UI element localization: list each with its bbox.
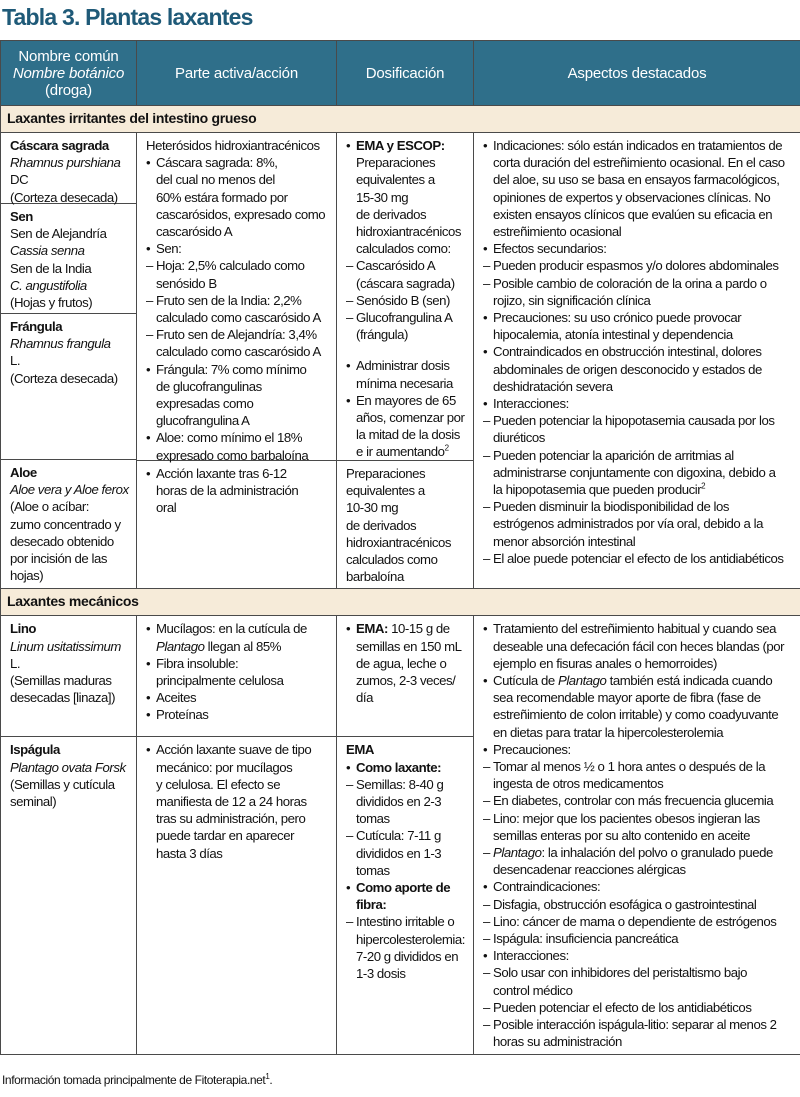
list-item: semillas enteras por su alto contenido en aceite bbox=[493, 827, 750, 843]
plant-detail: por incisión de las bbox=[10, 551, 108, 567]
list-item: senósido B bbox=[156, 275, 217, 291]
list-item: hipocalemia, atonía intestinal y dependencia bbox=[493, 327, 733, 343]
header-dosificacion: Dosificación bbox=[337, 41, 474, 106]
list-item: • Frángula: 7% como mínimo bbox=[146, 361, 330, 378]
s2-plants-cell bbox=[1, 616, 137, 1054]
section-title-mecanicos: Laxantes mecánicos bbox=[1, 589, 800, 616]
footer-ref: 1 bbox=[265, 1072, 270, 1081]
list-item: puede tardar en aparecer bbox=[156, 828, 295, 844]
s1-aspectos-cell bbox=[474, 133, 800, 589]
header-nombre-line1: Nombre común bbox=[18, 47, 119, 65]
list-item: – Pueden producir espasmos y/o dolores abdominales bbox=[483, 257, 794, 274]
list-item: • Contraindicados en obstrucción intestinal, dolores bbox=[483, 343, 794, 360]
list-item: 60% estára formado por bbox=[156, 189, 288, 205]
plant-detail: C. angustifolia bbox=[10, 277, 87, 293]
list-item: cascarósidos, expresado como bbox=[156, 206, 326, 222]
list-item: expresado como barbaloína bbox=[156, 447, 309, 463]
plant-detail: DC bbox=[10, 172, 29, 188]
list-item: tomas bbox=[356, 862, 390, 878]
list-item: de glucofrangulinas bbox=[156, 378, 262, 394]
list-item: – Tomar al menos ½ o 1 hora antes o después de la bbox=[483, 758, 794, 775]
list-item: • EMA y ESCOP: bbox=[346, 137, 467, 154]
list-item: sea recomendable mayor aporte de fibra (fase de bbox=[493, 690, 761, 706]
plant-name: Sen bbox=[10, 209, 33, 224]
plant-detail: (Corteza desecada) bbox=[10, 189, 118, 205]
plant-detail: Linum usitatissimum bbox=[10, 638, 121, 654]
plant-detail: (Corteza desecada) bbox=[10, 370, 118, 386]
list-item: tomas bbox=[356, 811, 390, 827]
list-item: hipercolesterolemia: bbox=[356, 931, 466, 947]
list-item: glucofrangulina A bbox=[156, 413, 250, 429]
list-item: – Pueden disminuir la biodisponibilidad de los bbox=[483, 498, 794, 515]
plant-detail: desecadas [linaza]) bbox=[10, 690, 116, 706]
list-item: la mitad de la dosis bbox=[356, 427, 460, 443]
list-item: – Semillas: 8-40 g bbox=[346, 776, 467, 793]
list-item: desencadenar reacciones alérgicas bbox=[493, 862, 686, 878]
list-item: – Pueden potenciar el efecto de los antidiabéticos bbox=[483, 999, 794, 1016]
list-item: la hipopotasemia que pueden producir$^2$ bbox=[493, 481, 706, 498]
list-item: estreñimiento ocasional bbox=[493, 224, 622, 240]
list-item: oral bbox=[156, 500, 177, 516]
plant-name: Lino bbox=[10, 621, 37, 637]
footer-note bbox=[2, 1073, 272, 1087]
list-item: – El aloe puede potenciar el efecto de los antidiabéticos bbox=[483, 550, 794, 567]
list-item: tras su administración, pero bbox=[156, 811, 306, 827]
list-item: zumos, 2-3 veces/ bbox=[356, 673, 456, 689]
list-item: cascarósido A bbox=[156, 224, 233, 240]
s2-parte-cell bbox=[137, 616, 337, 1054]
list-item: – Lino: cáncer de mama o dependiente de estrógenos bbox=[483, 913, 794, 930]
list-item: existen ensayos clínicos que evalúen su eficacia en bbox=[493, 206, 773, 222]
s1-dosis-cell bbox=[337, 133, 474, 589]
header-nombre-line3: (droga) bbox=[45, 81, 92, 99]
list-item: – Hoja: 2,5% calculado como bbox=[146, 257, 330, 274]
plant-name: Frángula bbox=[10, 319, 63, 334]
list-item: y celulosa. El efecto se bbox=[156, 776, 281, 792]
plant-name: Cáscara sagrada bbox=[10, 138, 109, 153]
list-item: • Precauciones: bbox=[483, 741, 794, 758]
footer-text: Información tomada principalmente de Fitoterapia.net bbox=[2, 1073, 266, 1087]
list-item: – Pueden potenciar la aparición de arritmias al bbox=[483, 447, 794, 464]
list-item: • Efectos secundarios: bbox=[483, 240, 794, 257]
list-item: 7-20 g divididos en bbox=[356, 948, 459, 964]
plant-detail: (Semillas y cutícula bbox=[10, 776, 115, 792]
list-item: • EMA: 10-15 g de bbox=[346, 620, 467, 637]
list-item: de agua, leche o bbox=[356, 655, 447, 671]
list-item: estreñimiento de colon irritable) y como coadyuvante bbox=[493, 707, 779, 723]
list-item: – Solo usar con inhibidores del peristaltismo bajo bbox=[483, 964, 794, 981]
list-item: • Aceites bbox=[146, 689, 330, 706]
s1-plants-cell bbox=[1, 133, 137, 589]
plant-detail: Aloe vera y Aloe ferox bbox=[10, 482, 129, 498]
header-parte-activa: Parte activa/acción bbox=[137, 41, 337, 106]
list-item: calculado como cascarósido A bbox=[156, 344, 321, 360]
plant-detail: desecado obtenido bbox=[10, 533, 114, 549]
list-item: Preparaciones bbox=[356, 155, 436, 171]
list-item: – Pueden potenciar la hipopotasemia causada por los bbox=[483, 412, 794, 429]
list-item: – Glucofrangulina A bbox=[346, 309, 467, 326]
list-item: opiniones de expertos y observaciones clínicas. No bbox=[493, 189, 771, 205]
list-item: (frángula) bbox=[356, 327, 408, 343]
plant-detail: zumo concentrado y bbox=[10, 516, 121, 532]
list-item: 15-30 mg bbox=[356, 189, 409, 205]
list-item: – Disfagia, obstrucción esofágica o gastrointestinal bbox=[483, 896, 794, 913]
list-item: calculados como bbox=[346, 552, 438, 568]
list-item: • Acción laxante suave de tipo bbox=[146, 741, 330, 758]
list-item: años, comenzar por bbox=[356, 410, 465, 426]
plant-detail: Rhamnus purshiana bbox=[10, 155, 121, 171]
list-item: estrógenos administrados por vía oral, debido a la bbox=[493, 516, 763, 532]
section2-row bbox=[1, 616, 800, 1054]
list-item: 10-30 mg bbox=[346, 500, 399, 516]
list-item: fibra: bbox=[356, 897, 387, 913]
list-item: – Plantago: la inhalación del polvo o granulado puede bbox=[483, 844, 794, 861]
list-item: • Precauciones: su uso crónico puede provocar bbox=[483, 309, 794, 326]
table-header-row bbox=[1, 41, 800, 106]
list-item: calculado como cascarósido A bbox=[156, 310, 321, 326]
list-item: (cáscara sagrada) bbox=[356, 275, 455, 291]
list-item: administrarse conjuntamente con digoxina, debido a bbox=[493, 464, 776, 480]
list-item: Heterósidos hidroxiantracénicos bbox=[146, 138, 320, 153]
list-item bbox=[346, 343, 467, 357]
plant-detail: (Aloe o acíbar: bbox=[10, 499, 90, 515]
list-item: deshidratación severa bbox=[493, 378, 613, 394]
list-item: mecánico: por mucílagos bbox=[156, 759, 293, 775]
list-item: principalmente celulosa bbox=[156, 673, 284, 689]
plant-entry bbox=[1, 133, 136, 204]
list-item: divididos en 2-3 bbox=[356, 794, 442, 810]
list-item: • Mucílagos: en la cutícula de bbox=[146, 620, 330, 637]
list-item: • Tratamiento del estreñimiento habitual y cuando sea bbox=[483, 620, 794, 637]
list-item: divididos en 1-3 bbox=[356, 845, 442, 861]
list-item: día bbox=[356, 690, 373, 706]
list-item: ingesta de otros medicamentos bbox=[493, 776, 664, 792]
list-item: de derivados bbox=[356, 206, 427, 222]
list-item: equivalentes a bbox=[346, 483, 425, 499]
list-item: equivalentes a bbox=[356, 172, 435, 188]
list-item: • Como laxante: bbox=[346, 759, 467, 776]
list-item: de derivados bbox=[346, 517, 417, 533]
list-item: horas su administración bbox=[493, 1034, 622, 1050]
list-item: • Administrar dosis bbox=[346, 357, 467, 374]
plant-detail: seminal) bbox=[10, 794, 57, 810]
plants-table bbox=[0, 40, 800, 1055]
list-item: e ir aumentando$^2$ bbox=[356, 444, 449, 460]
list-item: calculados como: bbox=[356, 241, 451, 257]
list-item: • Interacciones: bbox=[483, 395, 794, 412]
list-item: • Acción laxante tras 6-12 bbox=[146, 465, 330, 482]
plant-entry bbox=[1, 204, 136, 314]
list-item: – Fruto sen de Alejandría: 3,4% bbox=[146, 326, 330, 343]
plant-detail: L. bbox=[10, 353, 21, 369]
plant-name: Ispágula bbox=[10, 742, 60, 758]
plant-detail: Rhamnus frangula bbox=[10, 336, 111, 352]
list-item: deseable una defecación fácil con heces blandas (por bbox=[493, 638, 785, 654]
plant-detail: hojas) bbox=[10, 568, 44, 584]
list-item: hidroxiantracénicos bbox=[346, 534, 452, 550]
s2-aspectos-cell bbox=[474, 616, 800, 1054]
header-nombre bbox=[1, 41, 137, 106]
list-item: abdominales de origen desconocido y estados de bbox=[493, 361, 762, 377]
plant-entry bbox=[1, 737, 136, 813]
section1-row bbox=[1, 133, 800, 589]
list-item: horas de la administración bbox=[156, 483, 299, 499]
list-item: corta duración del estreñimiento ocasional. En el caso bbox=[493, 155, 785, 171]
list-item: semillas en 150 mL bbox=[356, 638, 462, 654]
section-title-irritantes: Laxantes irritantes del intestino grueso bbox=[1, 106, 800, 133]
plant-entry bbox=[1, 616, 136, 737]
list-item: del aloe, su uso se basa en ensayos farmacológicos, bbox=[493, 172, 780, 188]
list-item: – Cascarósido A bbox=[346, 257, 467, 274]
list-item: mínima necesaria bbox=[356, 375, 453, 391]
header-aspectos: Aspectos destacados bbox=[474, 41, 800, 106]
list-item: Plantago llegan al 85% bbox=[156, 638, 282, 654]
s1-parte-cell bbox=[137, 133, 337, 589]
list-item: expresadas como bbox=[156, 396, 254, 412]
list-item: ejemplo en fisuras anales o hemorroides) bbox=[493, 655, 717, 671]
list-item: • Cáscara sagrada: 8%, bbox=[146, 154, 330, 171]
list-item: • Interacciones: bbox=[483, 947, 794, 964]
list-item: – Posible cambio de coloración de la orina a pardo o bbox=[483, 275, 794, 292]
plant-entry bbox=[1, 314, 136, 460]
list-item: en dietas para tratar la hipercolesterolemia bbox=[493, 724, 724, 740]
list-item: • Fibra insoluble: bbox=[146, 655, 330, 672]
list-item: • Contraindicaciones: bbox=[483, 878, 794, 895]
list-item: hasta 3 días bbox=[156, 845, 223, 861]
list-item: diuréticos bbox=[493, 430, 545, 446]
list-item: – Ispágula: insuficiencia pancreática bbox=[483, 930, 794, 947]
list-item: menor absorción intestinal bbox=[493, 533, 636, 549]
header-nombre-line2: Nombre botánico bbox=[12, 64, 125, 82]
list-item: – Posible interacción ispágula-litio: separar al menos 2 bbox=[483, 1016, 794, 1033]
list-item: Preparaciones bbox=[346, 466, 426, 481]
list-item: – Lino: mejor que los pacientes obesos ingieran las bbox=[483, 810, 794, 827]
plant-name: Aloe bbox=[10, 465, 37, 480]
list-item: 1-3 dosis bbox=[356, 966, 406, 982]
footer-end: . bbox=[269, 1073, 273, 1087]
list-item: • Aloe: como mínimo el 18% bbox=[146, 429, 330, 446]
plant-entry bbox=[1, 460, 136, 587]
list-item: • Cutícula de Plantago también está indicada cuando bbox=[483, 672, 794, 689]
plant-detail: L. bbox=[10, 655, 21, 671]
list-item: • Sen: bbox=[146, 240, 330, 257]
list-item: rojizo, sin significación clínica bbox=[493, 292, 651, 308]
list-item: • Como aporte de bbox=[346, 879, 467, 896]
list-item: – Cutícula: 7-11 g bbox=[346, 827, 467, 844]
plant-detail: Sen de la India bbox=[10, 260, 92, 276]
list-item: barbaloína bbox=[346, 569, 404, 585]
list-item: manifiesta de 12 a 24 horas bbox=[156, 794, 307, 810]
list-item: • Proteínas bbox=[146, 706, 330, 723]
list-item: control médico bbox=[493, 982, 573, 998]
list-item: EMA bbox=[346, 742, 374, 758]
list-item: hidroxiantracénicos bbox=[356, 224, 462, 240]
list-item: – Fruto sen de la India: 2,2% bbox=[146, 292, 330, 309]
plant-detail: (Hojas y frutos) bbox=[10, 295, 93, 311]
s2-dosis-cell bbox=[337, 616, 474, 1054]
plant-detail: Sen de Alejandría bbox=[10, 226, 107, 242]
list-item: • Indicaciones: sólo están indicados en tratamientos de bbox=[483, 137, 794, 154]
page-title: Tabla 3. Plantas laxantes bbox=[2, 4, 253, 30]
plant-detail: (Semillas maduras bbox=[10, 673, 112, 689]
plant-detail: Cassia senna bbox=[10, 243, 85, 259]
plant-detail: Plantago ovata Forsk bbox=[10, 759, 126, 775]
list-item: – Senósido B (sen) bbox=[346, 292, 467, 309]
list-item: – Intestino irritable o bbox=[346, 913, 467, 930]
list-item: • En mayores de 65 bbox=[346, 392, 467, 409]
list-item: – En diabetes, controlar con más frecuencia glucemia bbox=[483, 792, 794, 809]
list-item: del cual no menos del bbox=[156, 172, 275, 188]
